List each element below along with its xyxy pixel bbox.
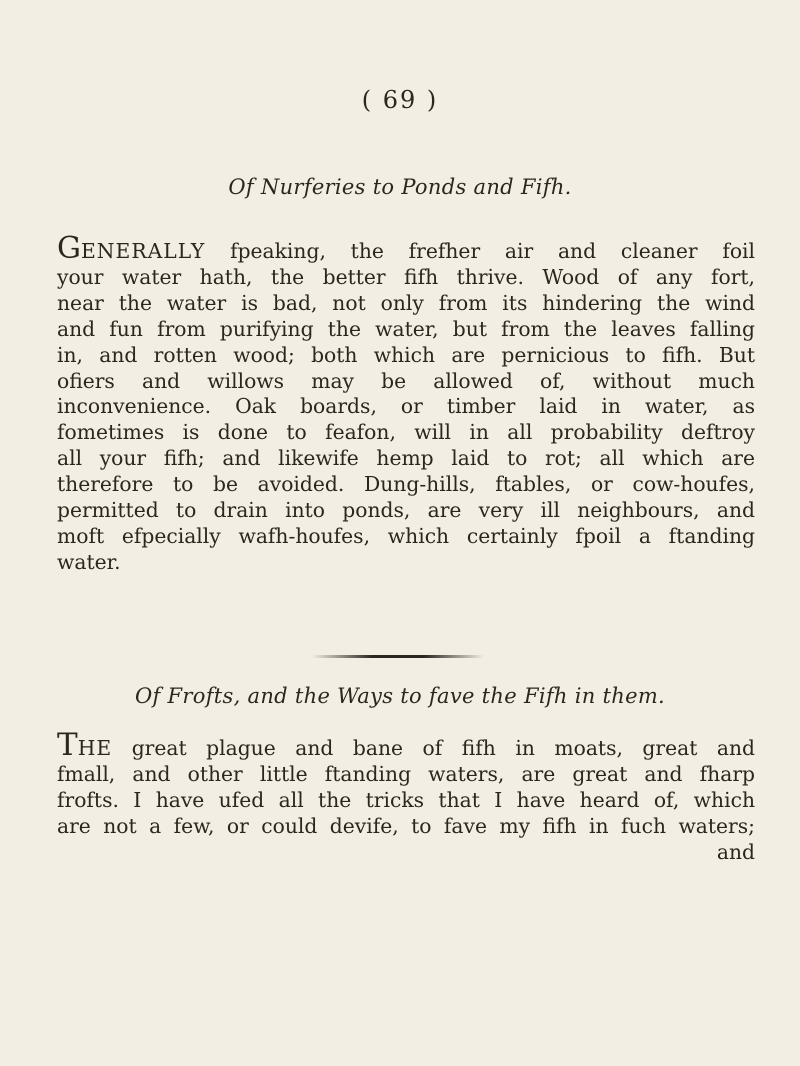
paragraph-line: frofts. I have ufed all the tricks that I have heard of, which — [57, 787, 755, 812]
paragraph-line: all your fifh; and likewife hemp laid to rot; all which are — [57, 446, 755, 471]
paragraph-line: therefore to be avoided. Dung-hills, ftables, or cow-houfes, — [57, 472, 755, 497]
paragraph-line: in, and rotten wood; both which are pernicious to fifh. But — [57, 342, 755, 367]
paragraph-line: permitted to drain into ponds, are very ill neighbours, and — [57, 498, 755, 523]
section-heading-nurseries: Of Nurferies to Ponds and Fifh. — [228, 175, 572, 199]
paragraph-frosts — [57, 727, 755, 866]
paragraph-line: ofiers and willows may be allowed of, without much — [57, 368, 755, 393]
paragraph-nurseries — [57, 231, 756, 576]
paragraph-line: moft efpecially wafh-houfes, which certainly fpoil a ftanding — [57, 523, 755, 548]
paragraph-line: inconvenience. Oak boards, or timber laid in water, as — [57, 394, 755, 419]
paragraph-line: and fun from purifying the water, but from the leaves falling — [57, 316, 755, 341]
paragraph-line: THE great plague and bane of fifh in moats, great and — [57, 727, 755, 763]
paragraph-line: water. — [57, 549, 121, 574]
paragraph-line: fmall, and other little ftanding waters, are great and fharp — [57, 761, 755, 786]
paragraph-line: are not a few, or could devife, to fave my fifh in fuch waters; — [57, 813, 755, 838]
section-heading-frosts: Of Frofts, and the Ways to fave the Fifh in them. — [134, 684, 666, 708]
catchword: and — [716, 839, 755, 864]
drop-cap: G — [57, 231, 81, 266]
page-number: ( 69 ) — [361, 86, 439, 114]
paragraph-line: near the water is bad, not only from its hindering the wind — [57, 290, 755, 315]
small-caps-word: ENERALLY — [80, 239, 206, 263]
paragraph-line: GENERALLY fpeaking, the frefher air and cleaner foil — [57, 231, 756, 266]
drop-cap: T — [57, 727, 78, 763]
section-divider — [312, 655, 484, 658]
paragraph-line: fometimes is done to feafon, will in all probability deftroy — [57, 420, 755, 445]
small-caps-word: HE — [77, 736, 113, 760]
paragraph-line: your water hath, the better fifh thrive. Wood of any fort, — [57, 264, 755, 289]
